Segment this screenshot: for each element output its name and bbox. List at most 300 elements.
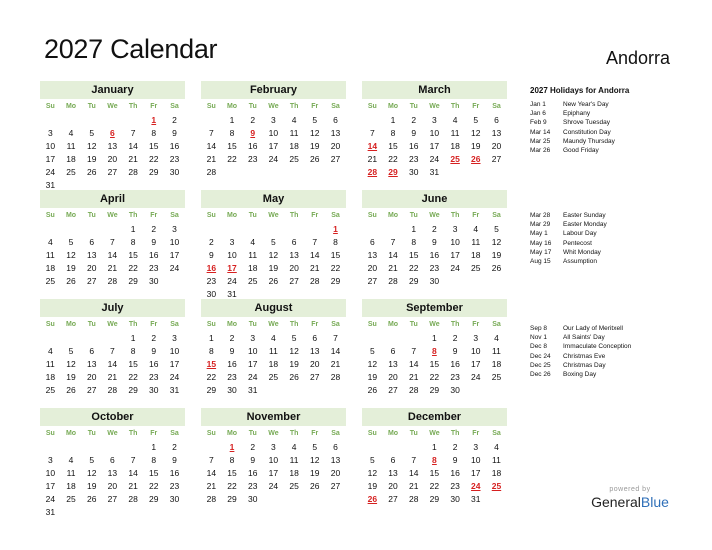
week-row (201, 275, 346, 288)
day-cell: 6 (369, 237, 375, 247)
weekday-header (362, 100, 507, 114)
day-cell: 19 (491, 250, 502, 260)
day-cell: 2 (432, 224, 437, 234)
weekday-label: We (107, 321, 118, 328)
weekday-label: Su (45, 430, 55, 437)
day-cell: 30 (227, 385, 237, 395)
day-cell: 30 (169, 167, 180, 177)
day-cell: 18 (66, 481, 76, 491)
weekday-label: Sa (170, 212, 179, 219)
empty-day-cell (486, 275, 507, 288)
day-cell: 20 (330, 468, 341, 478)
day-cell: 8 (333, 237, 338, 247)
day-cell: 8 (130, 237, 136, 247)
day-cell: 30 (450, 494, 460, 504)
day-cell: 29 (408, 276, 419, 286)
empty-day-cell (222, 166, 243, 179)
week-row (201, 454, 346, 467)
weekday-header (40, 209, 185, 223)
empty-day-cell (40, 332, 61, 345)
day-cell: 2 (151, 224, 157, 234)
day-cell: 11 (450, 128, 460, 138)
empty-day-cell (403, 441, 424, 454)
day-cell: 26 (86, 167, 97, 177)
day-cell: 21 (408, 372, 419, 382)
week-row (362, 275, 507, 288)
day-cell: 18 (450, 141, 460, 151)
day-cell: 18 (471, 250, 481, 260)
day-cell: 12 (310, 128, 320, 138)
week-row (40, 493, 185, 506)
day-cell: 21 (206, 154, 217, 164)
day-cell: 8 (151, 128, 157, 138)
holiday-day-cell: 15 (206, 359, 217, 369)
empty-day-cell (263, 166, 284, 179)
day-cell: 31 (45, 507, 56, 517)
day-cell: 8 (151, 455, 157, 465)
day-cell: 28 (107, 276, 118, 286)
day-cell: 11 (289, 455, 299, 465)
day-cell: 6 (312, 333, 318, 343)
day-cell: 28 (128, 167, 138, 177)
day-cell: 11 (66, 141, 76, 151)
weekday-header (40, 318, 185, 332)
weekday-label: We (268, 212, 279, 219)
day-cell: 28 (330, 372, 341, 382)
empty-day-cell (81, 223, 102, 236)
day-cell: 16 (450, 468, 460, 478)
weekday-label: Th (450, 212, 460, 219)
month-may (201, 190, 346, 301)
holiday-day-cell: 1 (333, 224, 338, 234)
weekday-label: Tu (87, 321, 96, 328)
week-row (201, 153, 346, 166)
month-name: January (40, 81, 185, 99)
week-row (40, 454, 185, 467)
day-cell: 13 (388, 468, 398, 478)
empty-day-cell (201, 441, 222, 454)
day-cell: 10 (268, 455, 279, 465)
weekday-label: Th (128, 212, 138, 219)
empty-day-cell (123, 114, 144, 127)
weekday-label: Su (206, 430, 216, 437)
month-april (40, 190, 185, 288)
day-cell: 10 (169, 346, 180, 356)
day-cell: 24 (450, 263, 460, 273)
week-row (201, 236, 346, 249)
weekday-label: Sa (170, 321, 179, 328)
holidays-list-title: 2027 Holidays for Andorra (530, 86, 630, 95)
day-cell: 7 (130, 128, 136, 138)
holiday-day-cell: 25 (491, 481, 502, 491)
week-row (362, 345, 507, 358)
day-cell: 30 (149, 385, 159, 395)
empty-day-cell (284, 493, 305, 506)
day-cell: 14 (310, 250, 320, 260)
day-cell: 7 (208, 455, 214, 465)
weekday-label: We (429, 321, 440, 328)
day-cell: 13 (330, 455, 341, 465)
day-cell: 12 (289, 346, 299, 356)
week-row (201, 114, 346, 127)
day-cell: 23 (450, 372, 460, 382)
day-cell: 12 (86, 468, 97, 478)
day-cell: 23 (206, 276, 217, 286)
day-cell: 29 (429, 494, 440, 504)
empty-day-cell (81, 332, 102, 345)
day-cell: 26 (66, 385, 76, 395)
day-cell: 10 (450, 237, 460, 247)
empty-day-cell (325, 384, 346, 397)
day-cell: 5 (68, 237, 74, 247)
day-cell: 27 (388, 385, 398, 395)
day-cell: 5 (68, 346, 74, 356)
holiday-item (530, 370, 631, 379)
empty-day-cell (61, 332, 82, 345)
empty-day-cell (40, 223, 61, 236)
day-cell: 15 (429, 468, 440, 478)
week-row (362, 166, 507, 179)
day-cell: 4 (47, 346, 53, 356)
weekday-label: Mo (65, 321, 77, 328)
week-row (201, 358, 346, 371)
holiday-date: Mar 28 (530, 212, 551, 219)
weekday-label: Su (206, 321, 216, 328)
day-cell: 11 (66, 468, 76, 478)
day-cell: 4 (494, 333, 499, 343)
day-cell: 20 (388, 481, 398, 491)
empty-day-cell (403, 332, 424, 345)
holiday-date: Mar 25 (530, 137, 551, 145)
day-cell: 3 (47, 455, 53, 465)
day-cell: 17 (471, 468, 481, 478)
holiday-day-cell: 1 (151, 115, 157, 125)
day-cell: 21 (107, 372, 118, 382)
holiday-date: Jan 6 (530, 110, 546, 118)
week-row (362, 127, 507, 140)
day-cell: 30 (429, 276, 440, 286)
day-cell: 9 (172, 128, 177, 138)
weekday-label: Th (289, 430, 299, 437)
day-cell: 5 (494, 224, 499, 234)
day-cell: 27 (86, 276, 97, 286)
day-cell: 7 (390, 237, 396, 247)
day-cell: 15 (408, 250, 419, 260)
weekday-label: Su (367, 430, 377, 437)
weekday-header (362, 318, 507, 332)
day-cell: 31 (471, 494, 481, 504)
holiday-name: Immaculate Conception (563, 343, 632, 351)
day-cell: 14 (408, 359, 419, 369)
day-cell: 25 (45, 385, 56, 395)
day-cell: 9 (452, 346, 458, 356)
weekday-label: Su (367, 321, 377, 328)
holiday-date: Dec 26 (530, 370, 551, 378)
day-cell: 29 (206, 385, 217, 395)
day-cell: 19 (310, 468, 320, 478)
day-cell: 22 (429, 481, 440, 491)
week-row (40, 262, 185, 275)
week-row (40, 480, 185, 493)
day-cell: 3 (473, 442, 479, 452)
week-row (362, 480, 507, 493)
week-row (201, 223, 346, 236)
month-name: October (40, 408, 185, 426)
day-cell: 9 (151, 346, 157, 356)
day-cell: 14 (128, 141, 138, 151)
day-cell: 7 (333, 333, 338, 343)
day-cell: 16 (227, 359, 237, 369)
day-cell: 25 (289, 154, 299, 164)
empty-day-cell (102, 506, 123, 519)
day-cell: 30 (169, 494, 180, 504)
weekday-label: We (268, 103, 279, 110)
day-cell: 9 (432, 237, 437, 247)
month-name: September (362, 299, 507, 317)
day-cell: 4 (494, 442, 499, 452)
week-row (201, 384, 346, 397)
weekday-label: Th (289, 212, 299, 219)
weekday-label: Mo (226, 103, 238, 110)
brand-name (588, 494, 672, 510)
empty-day-cell (61, 441, 82, 454)
empty-day-cell (123, 441, 144, 454)
brand-powered-by: powered by (609, 486, 651, 493)
day-cell: 19 (367, 481, 378, 491)
holiday-group (530, 324, 631, 379)
day-cell: 7 (411, 346, 417, 356)
brand-logo[interactable] (588, 486, 672, 510)
empty-day-cell (284, 384, 305, 397)
day-cell: 25 (247, 276, 258, 286)
day-cell: 6 (390, 455, 396, 465)
day-cell: 6 (110, 455, 115, 465)
day-cell: 3 (229, 237, 235, 247)
empty-day-cell (81, 441, 102, 454)
weekday-label: Tu (248, 212, 257, 219)
day-cell: 23 (247, 481, 258, 491)
day-cell: 31 (429, 167, 440, 177)
weekday-label: Tu (409, 212, 418, 219)
empty-day-cell (201, 114, 222, 127)
day-cell: 18 (45, 372, 56, 382)
day-cell: 7 (208, 128, 214, 138)
day-cell: 8 (411, 237, 417, 247)
day-cell: 2 (411, 115, 417, 125)
week-row (201, 493, 346, 506)
week-row (40, 140, 185, 153)
day-cell: 31 (45, 180, 56, 190)
weekday-label: Mo (226, 430, 238, 437)
holiday-name: All Saints' Day (563, 334, 605, 342)
day-cell: 15 (388, 141, 398, 151)
day-cell: 23 (450, 481, 460, 491)
month-name: November (201, 408, 346, 426)
empty-day-cell (383, 223, 404, 236)
day-cell: 6 (333, 442, 338, 452)
day-cell: 30 (247, 494, 258, 504)
day-cell: 9 (452, 455, 458, 465)
day-cell: 22 (227, 154, 237, 164)
weekday-label: Fr (311, 212, 319, 219)
weekday-label: Tu (409, 430, 418, 437)
empty-day-cell (486, 493, 507, 506)
holiday-name: Whit Monday (563, 248, 601, 256)
month-name: August (201, 299, 346, 317)
week-row (362, 467, 507, 480)
day-cell: 15 (149, 468, 159, 478)
holiday-day-cell: 17 (227, 263, 237, 273)
day-cell: 11 (268, 346, 278, 356)
day-cell: 16 (169, 141, 180, 151)
day-cell: 4 (473, 224, 479, 234)
empty-day-cell (304, 166, 325, 179)
day-cell: 5 (369, 455, 375, 465)
day-cell: 29 (128, 385, 138, 395)
day-cell: 28 (206, 167, 217, 177)
day-cell: 20 (491, 141, 502, 151)
month-july (40, 299, 185, 397)
day-cell: 18 (491, 359, 502, 369)
holiday-item (530, 229, 607, 238)
day-cell: 11 (248, 250, 258, 260)
weekday-label: Mo (387, 212, 399, 219)
country-name: Andorra (606, 48, 671, 68)
day-cell: 27 (86, 385, 97, 395)
holiday-item (530, 128, 615, 137)
day-cell: 1 (151, 442, 157, 452)
month-name: April (40, 190, 185, 208)
week-row (362, 223, 507, 236)
holiday-name: Assumption (563, 257, 597, 265)
holiday-name: Easter Sunday (563, 212, 606, 219)
day-cell: 11 (492, 346, 501, 356)
weekday-label: We (268, 430, 279, 437)
day-cell: 3 (271, 115, 276, 125)
day-cell: 23 (149, 263, 159, 273)
day-cell: 19 (86, 481, 97, 491)
empty-day-cell (263, 384, 284, 397)
empty-day-cell (362, 332, 383, 345)
day-cell: 18 (289, 141, 299, 151)
day-cell: 13 (289, 250, 299, 260)
day-cell: 21 (330, 359, 341, 369)
day-cell: 25 (66, 167, 76, 177)
empty-day-cell (362, 441, 383, 454)
holiday-day-cell: 26 (367, 494, 378, 504)
weekday-label: Mo (387, 321, 399, 328)
empty-day-cell (61, 114, 82, 127)
day-cell: 9 (411, 128, 417, 138)
day-cell: 9 (151, 237, 157, 247)
day-cell: 14 (107, 250, 118, 260)
day-cell: 23 (227, 372, 237, 382)
empty-day-cell (304, 493, 325, 506)
day-cell: 17 (45, 481, 56, 491)
day-cell: 28 (388, 276, 398, 286)
empty-day-cell (61, 223, 82, 236)
empty-day-cell (164, 506, 185, 519)
day-cell: 27 (491, 154, 502, 164)
day-cell: 18 (268, 359, 279, 369)
weekday-label: Mo (65, 103, 77, 110)
week-row (362, 262, 507, 275)
day-cell: 27 (289, 276, 299, 286)
day-cell: 25 (66, 494, 76, 504)
weekday-label: Su (367, 212, 377, 219)
day-cell: 22 (429, 372, 440, 382)
weekday-label: Tu (248, 430, 257, 437)
holiday-name: Good Friday (563, 146, 599, 154)
week-row (201, 345, 346, 358)
day-cell: 25 (268, 372, 279, 382)
day-cell: 24 (268, 481, 279, 491)
day-cell: 7 (130, 455, 136, 465)
empty-day-cell (263, 223, 284, 236)
empty-day-cell (81, 506, 102, 519)
week-row (362, 140, 507, 153)
day-cell: 22 (206, 372, 217, 382)
day-cell: 15 (227, 468, 237, 478)
day-cell: 12 (268, 250, 279, 260)
holiday-date: Sep 8 (530, 325, 547, 332)
weekday-label: Tu (87, 212, 96, 219)
weekday-header (201, 100, 346, 114)
day-cell: 7 (110, 237, 115, 247)
weekday-label: Su (206, 212, 216, 219)
empty-day-cell (222, 223, 243, 236)
weekday-header (362, 209, 507, 223)
day-cell: 24 (429, 154, 440, 164)
day-cell: 13 (330, 128, 341, 138)
holiday-item (530, 118, 615, 127)
month-january (40, 81, 185, 192)
empty-day-cell (383, 441, 404, 454)
week-row (201, 467, 346, 480)
weekday-header (201, 209, 346, 223)
week-row (40, 114, 185, 127)
holiday-date: May 16 (530, 239, 552, 247)
weekday-label: Fr (150, 103, 158, 110)
day-cell: 10 (45, 141, 56, 151)
day-cell: 16 (169, 468, 180, 478)
day-cell: 20 (86, 263, 97, 273)
weekday-label: Th (128, 321, 138, 328)
holiday-date: Dec 25 (530, 361, 551, 369)
holiday-day-cell: 16 (206, 263, 217, 273)
month-name: February (201, 81, 346, 99)
day-cell: 26 (66, 276, 76, 286)
day-cell: 27 (310, 372, 320, 382)
day-cell: 29 (149, 167, 159, 177)
day-cell: 2 (452, 333, 458, 343)
day-cell: 28 (408, 494, 419, 504)
holiday-name: Maundy Thursday (563, 137, 615, 145)
weekday-label: We (429, 430, 440, 437)
empty-day-cell (284, 166, 305, 179)
day-cell: 5 (89, 128, 95, 138)
day-cell: 17 (169, 359, 180, 369)
day-cell: 21 (128, 154, 138, 164)
day-cell: 16 (408, 141, 419, 151)
day-cell: 22 (227, 481, 237, 491)
day-cell: 6 (291, 237, 297, 247)
day-cell: 20 (289, 263, 299, 273)
day-cell: 14 (206, 468, 217, 478)
day-cell: 12 (66, 359, 76, 369)
day-cell: 9 (208, 250, 214, 260)
day-cell: 1 (130, 333, 136, 343)
